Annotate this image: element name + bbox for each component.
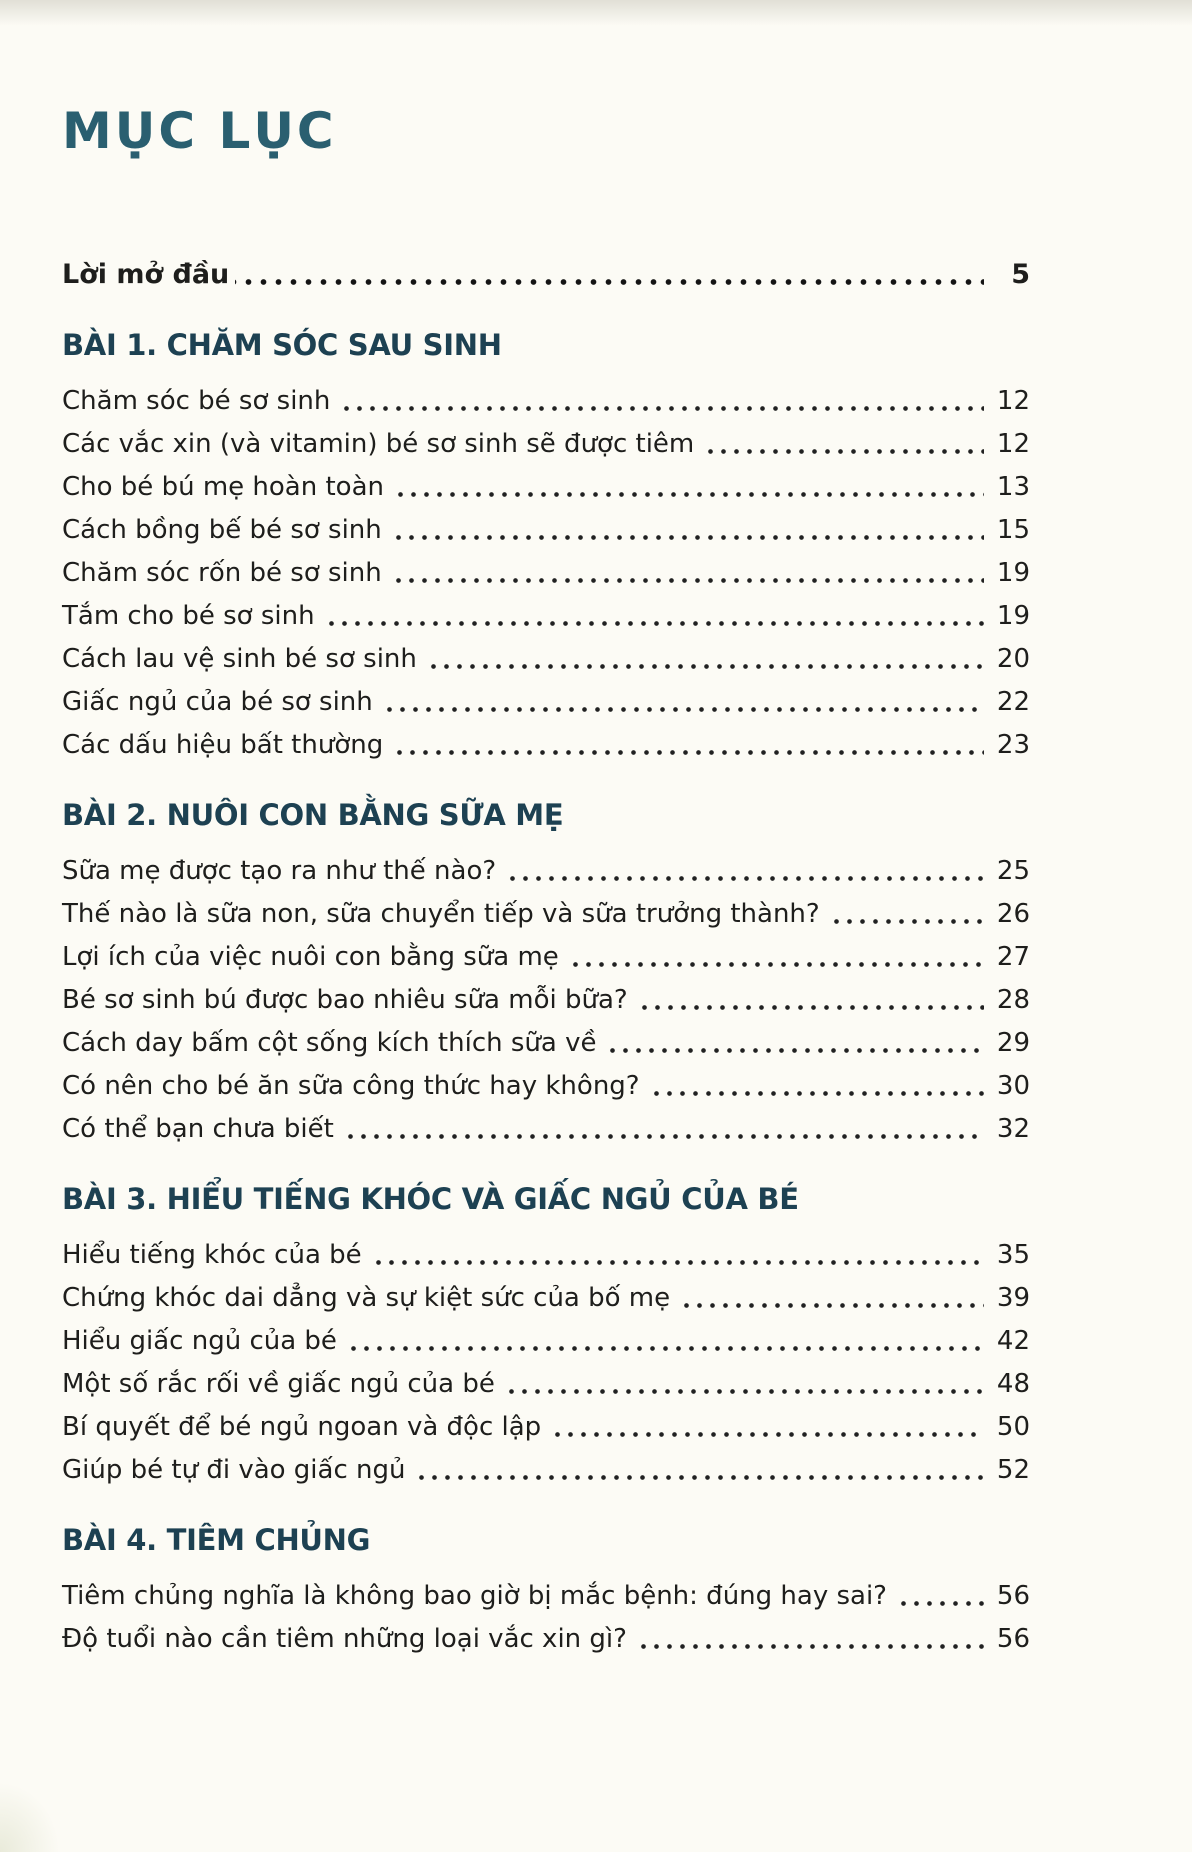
entry-label: Cách day bấm cột sống kích thích sữa về [62, 1027, 597, 1058]
dot-leader [321, 594, 984, 637]
page-number: 52 [996, 1454, 1030, 1485]
entry-label: Cho bé bú mẹ hoàn toàn [62, 471, 384, 502]
toc-entry [62, 1617, 1030, 1660]
dot-leader [501, 1362, 984, 1405]
section-heading: BÀI 2. NUÔI CON BẰNG SỮA MẸ [62, 798, 564, 832]
page-number: 28 [996, 984, 1030, 1015]
dot-leader [700, 422, 984, 465]
section-entries [62, 1233, 1030, 1491]
page-number: 12 [996, 385, 1030, 416]
toc-section [62, 794, 1030, 1150]
entry-label: Cách lau vệ sinh bé sơ sinh [62, 643, 417, 674]
page-number: 48 [996, 1368, 1030, 1399]
page-number: 35 [996, 1239, 1030, 1270]
entry-label: Lợi ích của việc nuôi con bằng sữa mẹ [62, 941, 559, 972]
entry-label: Một số rắc rối về giấc ngủ của bé [62, 1368, 495, 1399]
dot-leader [633, 1617, 984, 1660]
dot-leader [388, 508, 984, 551]
page-title: MỤC LỤC [62, 102, 337, 160]
dot-leader [565, 935, 984, 978]
toc-entry [62, 1107, 1030, 1150]
page-number: 23 [996, 729, 1030, 760]
entry-label: Thế nào là sữa non, sữa chuyển tiếp và sữa trưởng thành? [62, 898, 820, 929]
entry-label: Giúp bé tự đi vào giấc ngủ [62, 1454, 406, 1485]
dot-leader [388, 551, 984, 594]
toc-section [62, 324, 1030, 766]
page-number: 19 [996, 600, 1030, 631]
dot-leader [343, 1319, 984, 1362]
toc-entry [62, 465, 1030, 508]
page-number: 32 [996, 1113, 1030, 1144]
page-number: 25 [996, 855, 1030, 886]
entry-label: Tắm cho bé sơ sinh [62, 600, 315, 631]
entry-label: Chăm sóc rốn bé sơ sinh [62, 557, 382, 588]
toc-entry [62, 551, 1030, 594]
entry-label: Hiểu tiếng khóc của bé [62, 1239, 362, 1270]
dot-leader [634, 978, 984, 1021]
entry-label: Chăm sóc bé sơ sinh [62, 385, 331, 416]
toc-entry [62, 1448, 1030, 1491]
entry-label: Hiểu giấc ngủ của bé [62, 1325, 337, 1356]
toc-entry [62, 379, 1030, 422]
entry-label: Sữa mẹ được tạo ra như thế nào? [62, 855, 497, 886]
page-number: 42 [996, 1325, 1030, 1356]
toc-entry [62, 723, 1030, 766]
page-number: 13 [996, 471, 1030, 502]
toc-entry [62, 422, 1030, 465]
scan-artifact-top [0, 0, 1192, 26]
toc-entry [62, 849, 1030, 892]
entry-label: Các dấu hiệu bất thường [62, 729, 384, 760]
entry-label: Cách bồng bế bé sơ sinh [62, 514, 382, 545]
toc-entry [62, 1064, 1030, 1107]
entry-label: Tiêm chủng nghĩa là không bao giờ bị mắc bệnh: đúng hay sai? [62, 1580, 887, 1611]
toc-entry [62, 1021, 1030, 1064]
page-number: 22 [996, 686, 1030, 717]
entry-label: Độ tuổi nào cần tiêm những loại vắc xin gì? [62, 1623, 627, 1654]
dot-leader [340, 1107, 984, 1150]
toc-entry [62, 1319, 1030, 1362]
toc-section [62, 1178, 1030, 1491]
dot-leader [379, 680, 984, 723]
page-number: 30 [996, 1070, 1030, 1101]
entry-label: Có nên cho bé ăn sữa công thức hay không? [62, 1070, 640, 1101]
dot-leader [411, 1448, 984, 1491]
dot-leader [390, 465, 984, 508]
toc-entry-preface [62, 253, 1030, 296]
page-number: 39 [996, 1282, 1030, 1313]
entry-label: Các vắc xin (và vitamin) bé sơ sinh sẽ được tiêm [62, 428, 695, 459]
dot-leader [368, 1233, 984, 1276]
dot-leader [646, 1064, 984, 1107]
section-heading: BÀI 1. CHĂM SÓC SAU SINH [62, 328, 502, 362]
entry-label: Lời mở đầu [62, 259, 230, 290]
page-number: 27 [996, 941, 1030, 972]
page-number: 12 [996, 428, 1030, 459]
page-number: 5 [1011, 259, 1030, 290]
toc-entry [62, 1574, 1030, 1617]
entry-label: Bí quyết để bé ngủ ngoan và độc lập [62, 1411, 542, 1442]
toc-entry [62, 508, 1030, 551]
dot-leader [893, 1574, 984, 1617]
dot-leader [547, 1405, 984, 1448]
toc-entry [62, 978, 1030, 1021]
toc-entry [62, 594, 1030, 637]
toc-entry [62, 1276, 1030, 1319]
dot-leader [389, 723, 984, 766]
dot-leader [502, 849, 984, 892]
section-heading: BÀI 4. TIÊM CHỦNG [62, 1523, 371, 1557]
page-number: 19 [996, 557, 1030, 588]
dot-leader [602, 1021, 984, 1064]
section-entries [62, 1574, 1030, 1660]
toc-entry [62, 1233, 1030, 1276]
dot-leader [423, 637, 984, 680]
section-heading: BÀI 3. HIỂU TIẾNG KHÓC VÀ GIẤC NGỦ CỦA BÉ [62, 1182, 799, 1216]
toc-entry [62, 892, 1030, 935]
page-number: 56 [996, 1623, 1030, 1654]
scan-artifact-bottom [0, 1782, 60, 1852]
page-number: 29 [996, 1027, 1030, 1058]
dot-leader [235, 253, 984, 296]
table-of-contents [62, 253, 1030, 1660]
toc-entry [62, 935, 1030, 978]
section-entries [62, 849, 1030, 1150]
toc-entry [62, 1405, 1030, 1448]
entry-label: Có thể bạn chưa biết [62, 1113, 334, 1144]
entry-label: Giấc ngủ của bé sơ sinh [62, 686, 373, 717]
page-number: 20 [996, 643, 1030, 674]
page-number: 56 [996, 1580, 1030, 1611]
page-number: 50 [996, 1411, 1030, 1442]
dot-leader [826, 892, 984, 935]
dot-leader [676, 1276, 984, 1319]
page-number: 26 [996, 898, 1030, 929]
entry-label: Chứng khóc dai dẳng và sự kiệt sức của bố mẹ [62, 1282, 671, 1313]
toc-entry [62, 637, 1030, 680]
toc-section [62, 1519, 1030, 1660]
toc-sections [62, 324, 1030, 1660]
toc-entry [62, 1362, 1030, 1405]
dot-leader [336, 379, 984, 422]
section-entries [62, 379, 1030, 766]
entry-label: Bé sơ sinh bú được bao nhiêu sữa mỗi bữa? [62, 984, 628, 1015]
page-number: 15 [996, 514, 1030, 545]
toc-entry [62, 680, 1030, 723]
